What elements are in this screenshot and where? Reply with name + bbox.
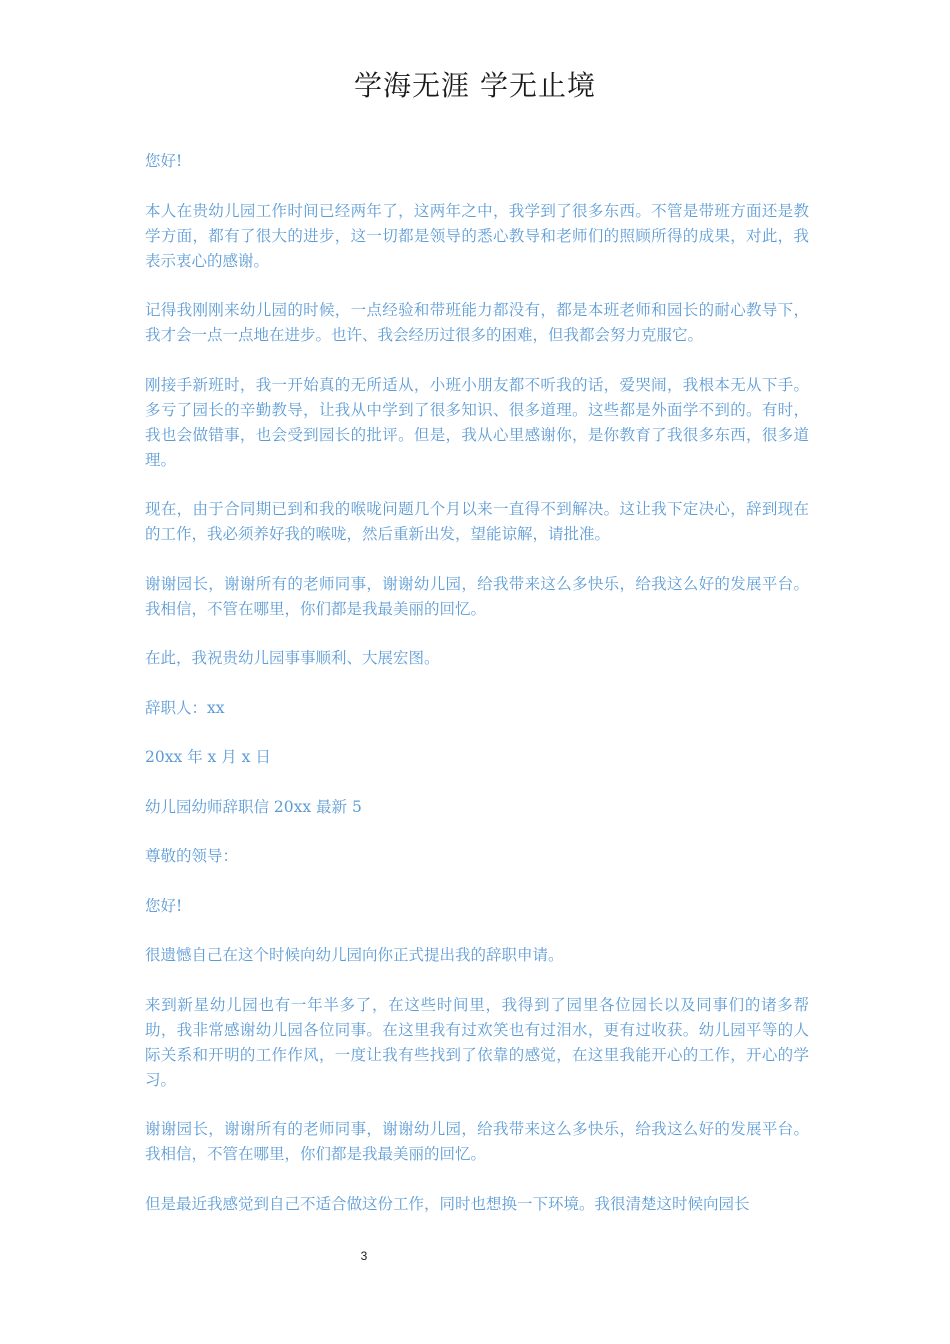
paragraph: 现在，由于合同期已到和我的喉咙问题几个月以来一直得不到解决。这让我下定决心，辞到现在的工作，我必须养好我的喉咙，然后重新出发，望能谅解，请批准。 (145, 500, 809, 543)
paragraph-closing-wish: 在此，我祝贵幼儿园事事顺利、大展宏图。 (145, 649, 440, 667)
page-header-title: 学海无涯 学无止境 (354, 69, 596, 102)
paragraph: 谢谢园长，谢谢所有的老师同事，谢谢幼儿园，给我带来这么多快乐，给我这么好的发展平台。我相信，不管在哪里，你们都是我最美丽的回忆。 (145, 574, 809, 618)
paragraph: 很遗憾自己在这个时候向幼儿园向你正式提出我的辞职申请。 (145, 946, 564, 964)
salutation: 尊敬的领导： (145, 847, 239, 865)
paragraph: 谢谢园长，谢谢所有的老师同事，谢谢幼儿园，给我带来这么多快乐，给我这么好的发展平台。我相信，不管在哪里，你们都是我最美丽的回忆。 (145, 1120, 809, 1163)
paragraph: 但是最近我感觉到自己不适合做这份工作，同时也想换一下环境。我很清楚这时候向园长 (145, 1194, 750, 1213)
paragraph-greeting: 您好! (145, 152, 183, 170)
paragraph: 记得我刚刚来幼儿园的时候，一点经验和带班能力都没有，都是本班老师和园长的耐心教导下，我才会一点一点地在进步。也许、我会经历过很多的困难，但我都会努力克服它。 (145, 301, 809, 344)
date-line: 20xx 年 x 月 x 日 (145, 748, 271, 766)
paragraph: 本人在贵幼儿园工作时间已经两年了，这两年之中，我学到了很多东西。不管是带班方面还是教学方面，都有了很大的进步，这一切都是领导的悉心教导和老师们的照顾所得的成果，对此，我表示衷心的感谢。 (145, 201, 809, 270)
paragraph-greeting: 您好! (145, 896, 183, 915)
signature-line: 辞职人：xx (145, 698, 225, 717)
paragraph: 刚接手新班时，我一开始真的无所适从，小班小朋友都不听我的话，爱哭闹，我根本无从下手。多亏了园长的辛勤教导，让我从中学到了很多知识、很多道理。这些都是外面学不到的。有时，我也会做错事，也会受到园长的批评。但是，我从心里感谢你，是你教育了我很多东西，很多道理。 (145, 375, 809, 469)
section-heading: 幼儿园幼师辞职信 20xx 最新 5 (145, 797, 362, 816)
letter-body (145, 149, 809, 1241)
paragraph: 来到新星幼儿园也有一年半多了，在这些时间里，我得到了园里各位园长以及同事们的诸多帮助，我非常感谢幼儿园各位同事。在这里我有过欢笑也有过泪水，更有过收获。幼儿园平等的人际关系和开明的工作作风，一度让我有些找到了依靠的感觉，在这里我能开心的工作，开心的学习。 (145, 995, 809, 1089)
page-number: 3 (360, 1249, 368, 1263)
